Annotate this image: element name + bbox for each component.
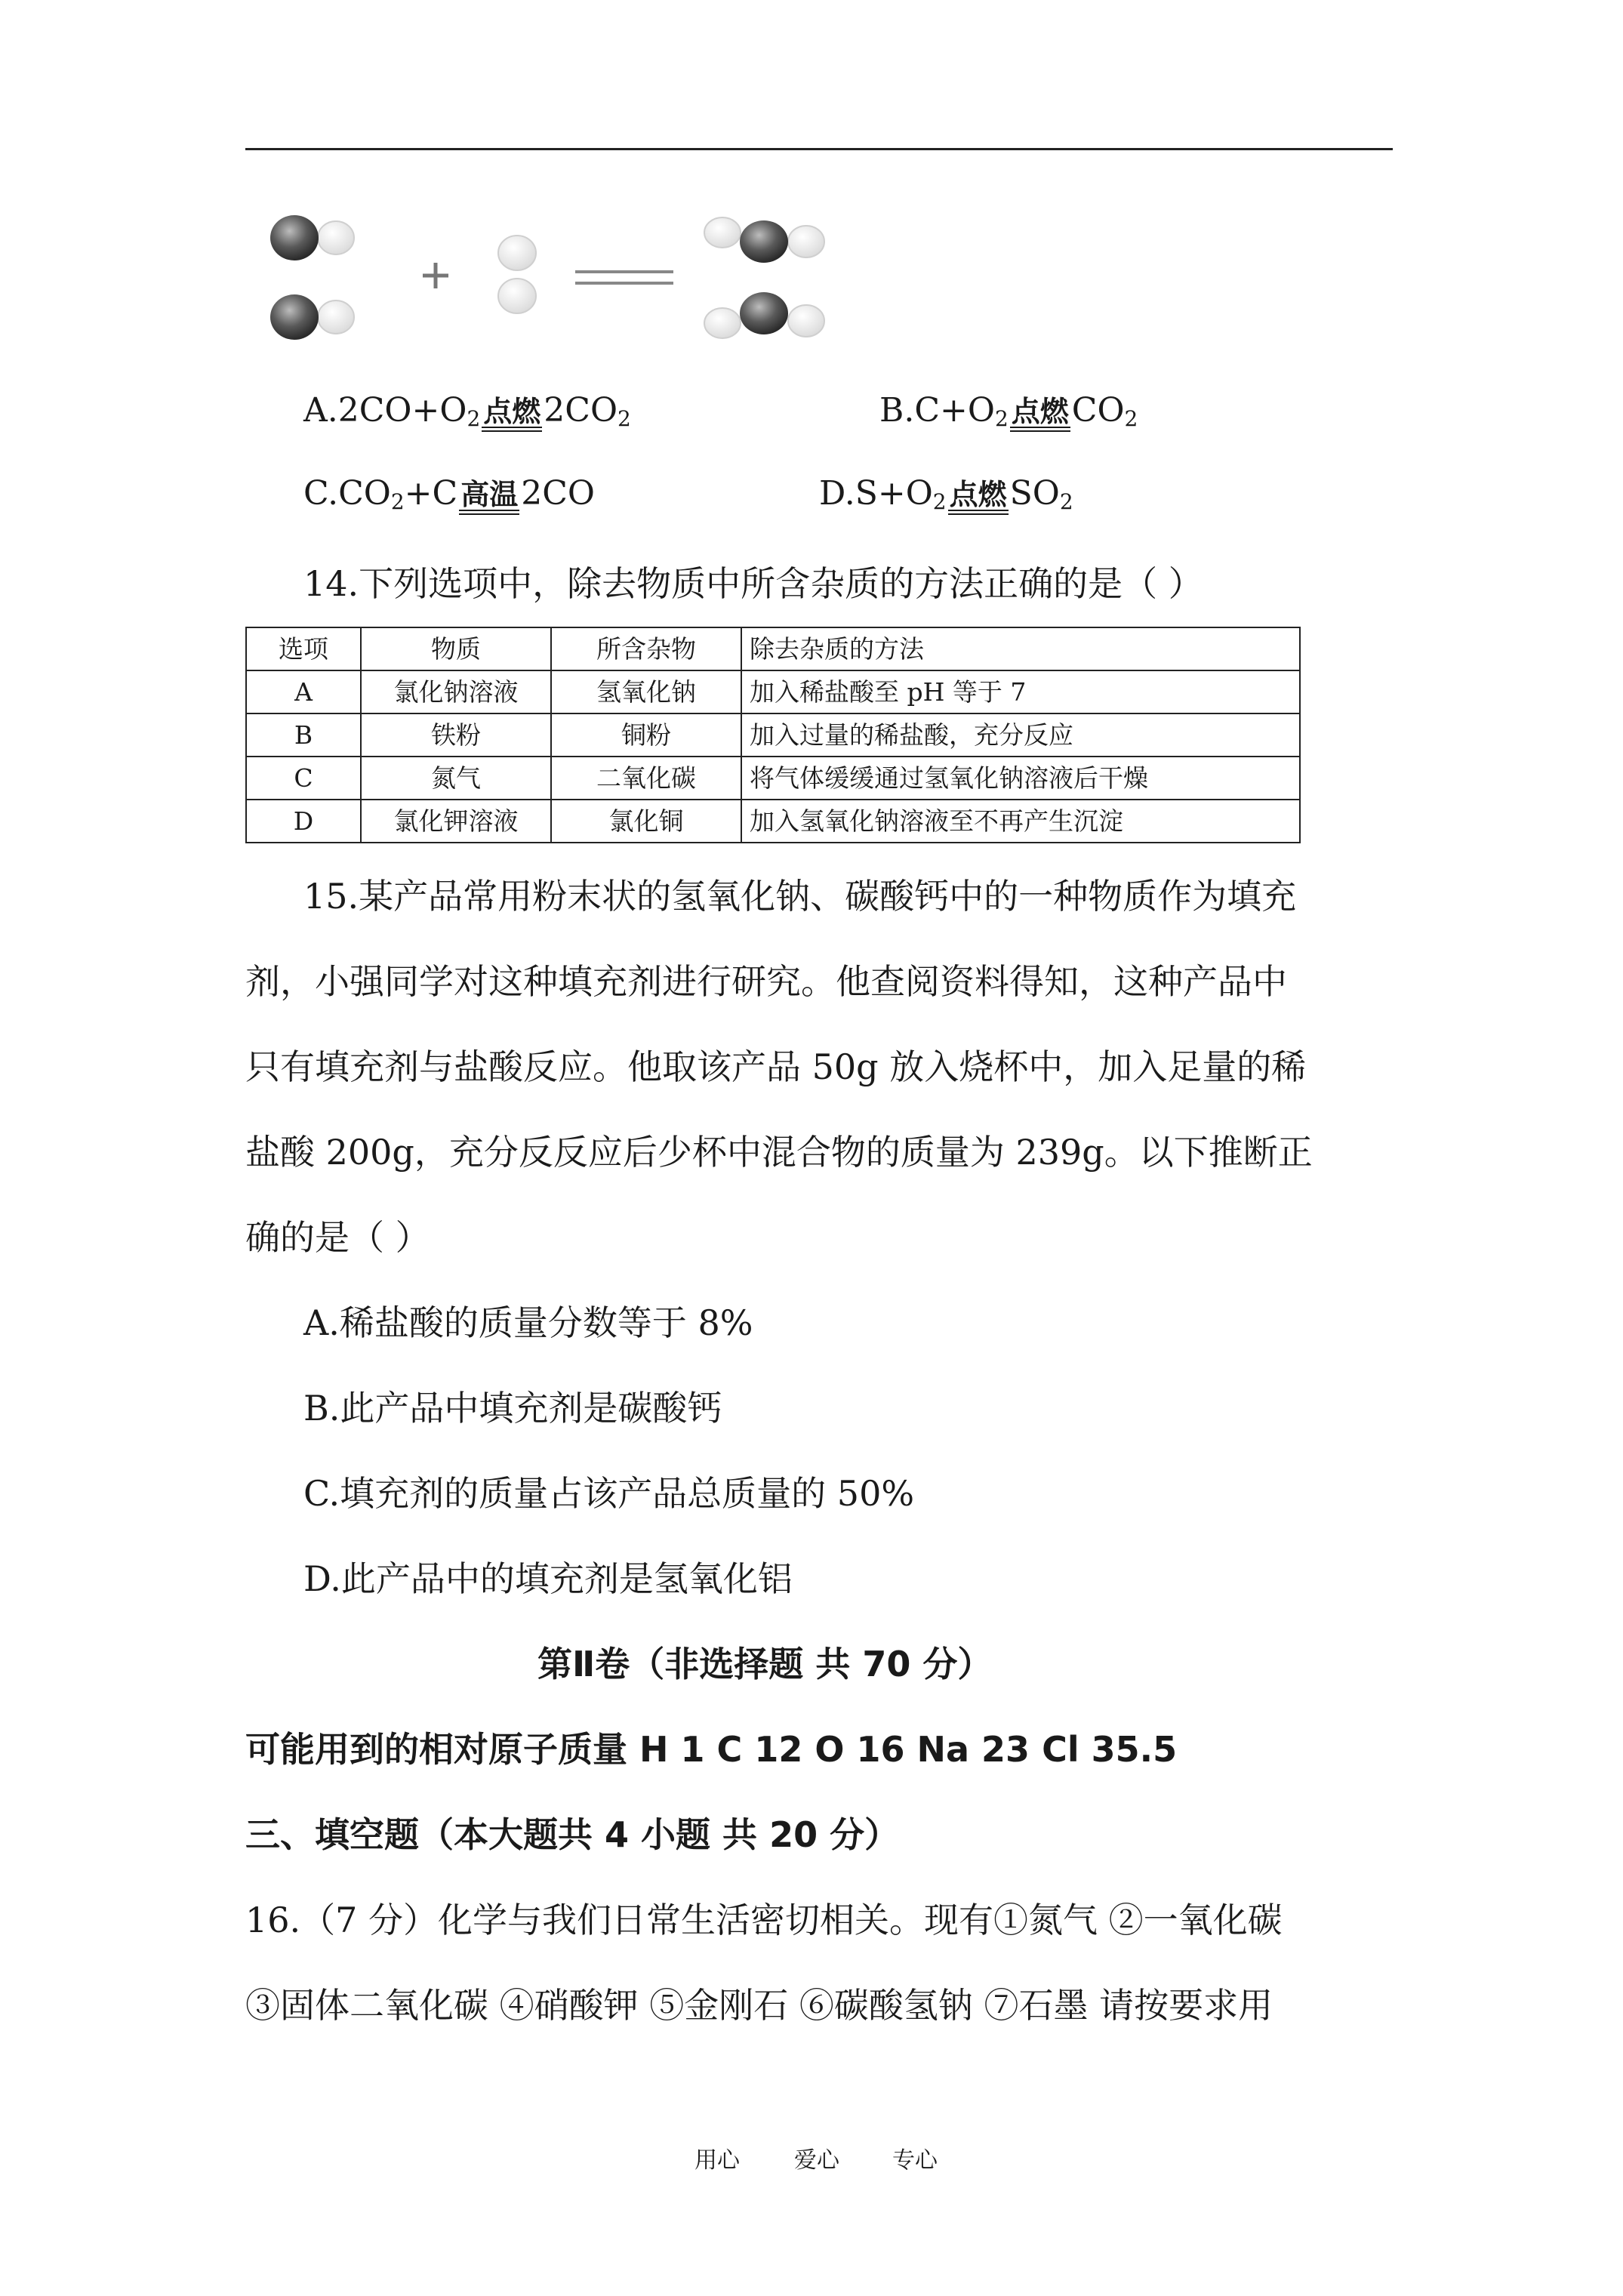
table-cell: A [246, 670, 361, 713]
condition-high-temp: 高温 [459, 479, 519, 515]
co-molecule-top [270, 215, 354, 260]
co-molecule-bottom [270, 294, 354, 340]
condition-ignite: 点燃 [948, 479, 1009, 515]
table-cell: 氯化钠溶液 [361, 670, 551, 713]
table-cell: 将气体缓缓通过氢氧化钠溶液后干燥 [741, 757, 1300, 800]
table-row [246, 713, 1300, 757]
condition-ignite: 点燃 [1010, 396, 1070, 432]
q15-line: 盐酸 200g，充分反反应后少杯中混合物的质量为 239g。以下推断正 [245, 1132, 1313, 1173]
header-rule [245, 148, 1393, 150]
co2-molecule-bottom [704, 292, 824, 338]
q16-line: ③固体二氧化碳 ④硝酸钾 ⑤金刚石 ⑥碳酸氢钠 ⑦石墨 请按要求用 [245, 1985, 1273, 2026]
q14-stem: 14.下列选项中，除去物质中所含杂质的方法正确的是（ ） [303, 563, 1203, 604]
footer-text-3: 专心 [892, 2147, 938, 2174]
section2-title: 第Ⅱ卷（非选择题 共 70 分） [537, 1644, 993, 1684]
option-a: $A.2CO+O_2$ 点燃$2CO_2$ [303, 391, 631, 431]
equals-sign [575, 272, 673, 283]
q16-line: 16.（7 分）化学与我们日常生活密切相关。现有①氮气 ②一氧化碳 [245, 1900, 1283, 1940]
table-header: 所含杂物 [551, 627, 741, 670]
table-row [246, 757, 1300, 800]
table-row [246, 800, 1300, 843]
q15-option-d: D.此产品中的填充剂是氢氧化铝 [303, 1558, 793, 1599]
q15-option-b: B.此产品中填充剂是碳酸钙 [303, 1388, 722, 1428]
q15-line: 15.某产品常用粉末状的氢氧化钠、碳酸钙中的一种物质作为填充 [303, 876, 1297, 917]
q15-option-a: A.稀盐酸的质量分数等于 8% [303, 1302, 753, 1343]
table-header: 物质 [361, 627, 551, 670]
table-cell: 加入过量的稀盐酸，充分反应 [741, 713, 1300, 757]
o2-molecule [498, 236, 536, 313]
co2-molecule-top [704, 217, 824, 263]
option-d: $D.S+O_2$ 点燃$SO_2$ [819, 474, 1073, 514]
table-cell: C [246, 757, 361, 800]
table-cell: 铁粉 [361, 713, 551, 757]
table-cell: B [246, 713, 361, 757]
table-cell: 铜粉 [551, 713, 741, 757]
table-cell: 加入氢氧化钠溶液至不再产生沉淀 [741, 800, 1300, 843]
table-row [246, 670, 1300, 713]
molecule-reaction-diagram [249, 211, 898, 355]
plus-sign [423, 263, 448, 288]
q15-line: 确的是（ ） [245, 1217, 430, 1258]
atomic-masses: 可能用到的相对原子质量 H 1 C 12 O 16 Na 23 Cl 35.5 [245, 1729, 1178, 1770]
footer-text-1: 用心 [694, 2147, 740, 2174]
table-header: 除去杂质的方法 [741, 627, 1300, 670]
option-b: $B.C+O_2$ 点燃$CO_2$ [879, 391, 1138, 431]
table-header-row [246, 627, 1300, 670]
section3-title: 三、填空题（本大题共 4 小题 共 20 分） [245, 1814, 900, 1855]
table-cell: 二氧化碳 [551, 757, 741, 800]
option-c: $C.CO_2+C$ 高温2CO [303, 474, 595, 514]
table-header: 选项 [246, 627, 361, 670]
table-cell: 氯化铜 [551, 800, 741, 843]
q15-option-c: C.填充剂的质量占该产品总质量的 50% [303, 1473, 915, 1514]
table-cell: 氯化钾溶液 [361, 800, 551, 843]
footer-text-2: 爱心 [794, 2147, 839, 2174]
condition-ignite: 点燃 [482, 396, 542, 432]
q14-table [245, 627, 1301, 843]
table-cell: 加入稀盐酸至 pH 等于 7 [741, 670, 1300, 713]
table-cell: 氢氧化钠 [551, 670, 741, 713]
q15-line: 剂，小强同学对这种填充剂进行研究。他查阅资料得知，这种产品中 [245, 961, 1287, 1002]
table-cell: D [246, 800, 361, 843]
q15-line: 只有填充剂与盐酸反应。他取该产品 50g 放入烧杯中，加入足量的稀 [245, 1046, 1307, 1087]
table-cell: 氮气 [361, 757, 551, 800]
